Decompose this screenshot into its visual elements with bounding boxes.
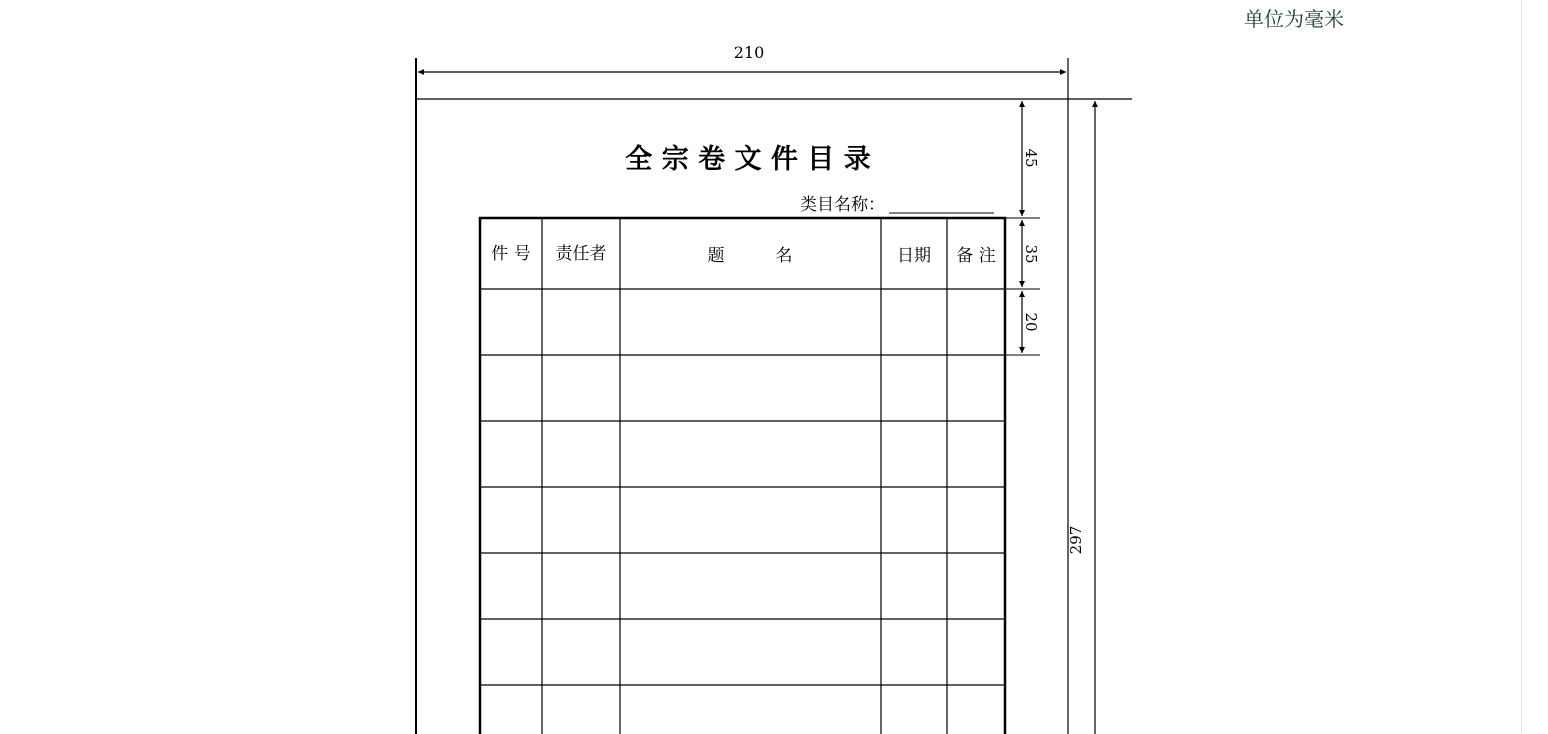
header-remarks: 备 注 <box>956 246 996 266</box>
header-item-number: 件 号 <box>491 244 531 264</box>
unit-note: 单位为毫米 <box>1244 7 1344 31</box>
form-title: 全 宗 卷 文 件 目 录 <box>625 144 871 175</box>
height-dimension-label: 297 <box>1067 525 1085 555</box>
header-title: 题 名 <box>707 246 793 266</box>
header-row-dimension-label: 35 <box>1022 244 1040 264</box>
table-frame <box>480 218 1005 734</box>
category-label: 类目名称： <box>800 195 885 215</box>
body-row-dimension-label: 20 <box>1022 312 1040 332</box>
header-responsible-party: 责任者 <box>555 244 607 264</box>
width-dimension-label: 210 <box>733 43 765 62</box>
header-date: 日期 <box>897 246 931 266</box>
top-margin-dimension-label: 45 <box>1022 148 1040 168</box>
